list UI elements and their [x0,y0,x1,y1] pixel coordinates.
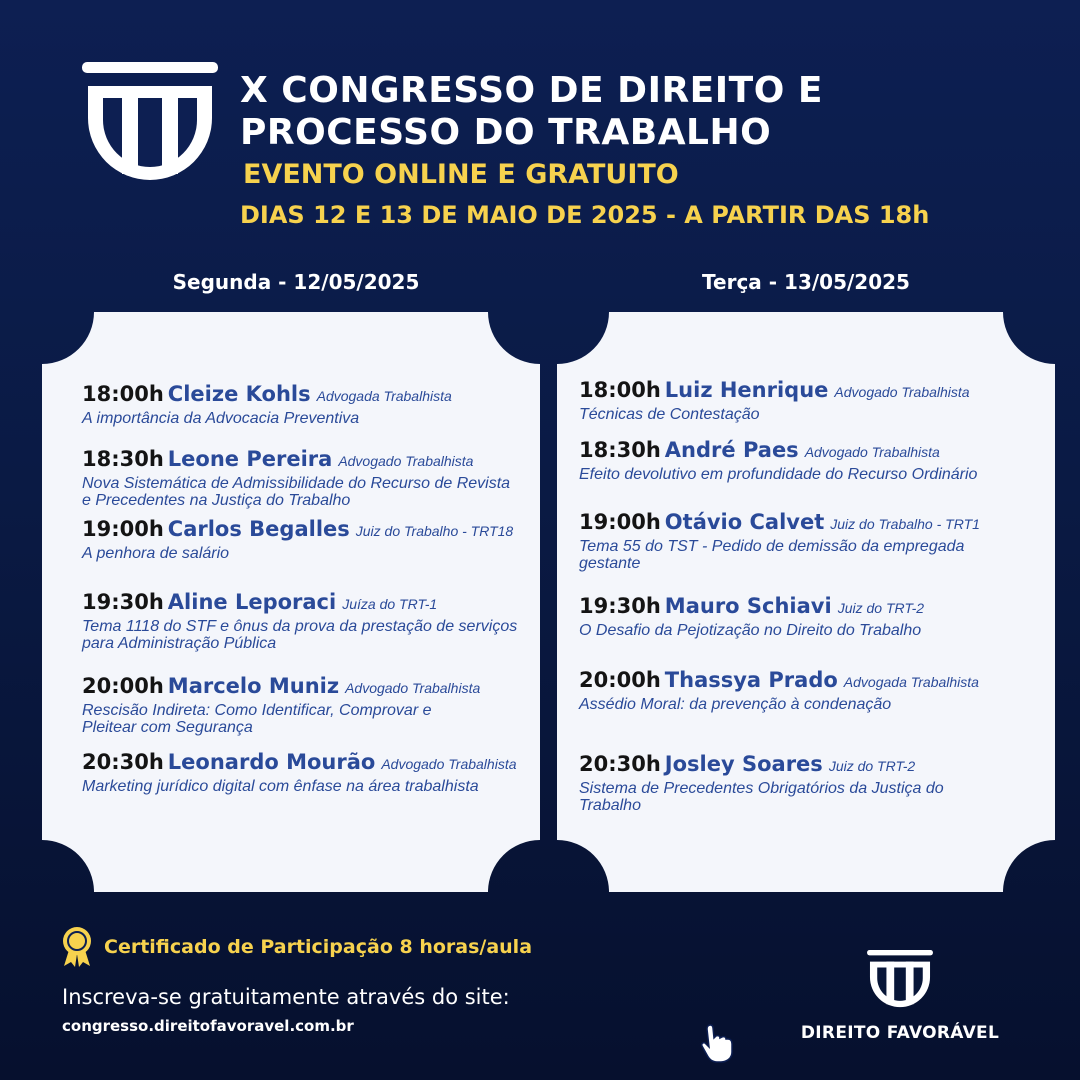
website-link[interactable]: congresso.direitofavoravel.com.br [62,1017,354,1035]
entry-header [579,510,1037,534]
speaker-role: Juiz do TRT-2 [837,600,925,616]
entry-header [579,594,1037,618]
talk-topic [579,538,1037,572]
speaker-name: Aline Leporaci [167,590,337,614]
topic-line: gestante [579,555,641,572]
direito-favoravel-logo [865,950,935,1012]
award-ribbon-icon [60,926,94,968]
entry-header [579,438,1037,462]
talk-topic [579,780,1037,814]
speaker-name: Leonardo Mourão [167,750,376,774]
schedule-entry [82,382,522,427]
topic-line: Sistema de Precedentes Obrigatórios da Justiça do [579,780,944,797]
topic-line: e Precedentes na Justiça do Trabalho [82,492,351,509]
schedule-entry [579,438,1037,483]
entry-header [82,447,522,471]
speaker-role: Juíza do TRT-1 [342,596,438,612]
topic-line: Nova Sistemática de Admissibilidade do Recurso de Revista [82,475,511,492]
entry-time: 18:30h [579,438,661,462]
hand-pointer-icon [698,1022,740,1064]
speaker-name: Thassya Prado [664,668,838,692]
entry-header [579,668,1037,692]
entry-time: 18:00h [82,382,164,406]
topic-line: Efeito devolutivo em profundidade do Recurso Ordinário [579,466,978,483]
topic-line: A importância da Advocacia Preventiva [82,410,360,427]
speaker-role: Juiz do TRT-2 [828,758,916,774]
entry-time: 20:30h [579,752,661,776]
schedule-entry [579,378,1037,423]
topic-line: Marketing jurídico digital com ênfase na área trabalhista [82,778,479,795]
entry-time: 20:00h [579,668,661,692]
speaker-name: Marcelo Muniz [167,674,340,698]
talk-topic [579,466,1037,483]
day-title-tuesday: Terça - 13/05/2025 [702,270,910,294]
certificate-label: Certificado de Participação 8 horas/aula [104,936,533,958]
entry-time: 19:30h [82,590,164,614]
schedule-entry [579,668,1037,713]
event-dates: DIAS 12 E 13 DE MAIO DE 2025 - A PARTIR DAS 18h [240,201,930,229]
talk-topic [82,475,522,509]
topic-line: Assédio Moral: da prevenção à condenação [579,696,892,713]
speaker-name: André Paes [664,438,799,462]
title-line-1: X CONGRESSO DE DIREITO E [240,70,823,111]
event-subtitle: EVENTO ONLINE E GRATUITO [243,159,679,190]
schedule-entry [579,510,1037,572]
schedule-card-monday [42,312,540,892]
schedule-entry [579,752,1037,814]
talk-topic [82,618,522,652]
talk-topic [579,622,1037,639]
topic-line: Técnicas de Contestação [579,406,760,423]
entry-time: 18:30h [82,447,164,471]
entry-header [579,378,1037,402]
schedule-entry [82,750,522,795]
day-title-monday: Segunda - 12/05/2025 [172,270,420,294]
talk-topic [579,406,1037,423]
talk-topic [82,545,522,562]
speaker-role: Advogada Trabalhista [316,388,452,404]
talk-topic [82,702,522,736]
speaker-role: Advogado Trabalhista [345,680,481,696]
direito-favoravel-logo [80,62,220,190]
speaker-role: Juiz do Trabalho - TRT18 [355,523,514,539]
schedule-entry [82,674,522,736]
topic-line: Trabalho [579,797,641,814]
topic-line: para Administração Pública [82,635,277,652]
entry-header [82,750,522,774]
schedule-entry [82,447,522,509]
speaker-role: Juiz do Trabalho - TRT1 [830,516,980,532]
title-line-2: PROCESSO DO TRABALHO [240,112,772,153]
speaker-name: Luiz Henrique [664,378,829,402]
topic-line: Tema 1118 do STF e ônus da prova da prestação de serviços [82,618,518,635]
speaker-name: Mauro Schiavi [664,594,832,618]
entry-header [82,382,522,406]
talk-topic [82,410,522,427]
event-title [240,70,1040,154]
speaker-role: Advogado Trabalhista [834,384,970,400]
speaker-name: Cleize Kohls [167,382,311,406]
entry-header [579,752,1037,776]
speaker-name: Otávio Calvet [664,510,825,534]
entry-time: 19:00h [82,517,164,541]
talk-topic [579,696,1037,713]
topic-line: Rescisão Indireta: Como Identificar, Comprovar e [82,702,432,719]
certificate-info [60,926,532,968]
schedule-entry [82,590,522,652]
speaker-name: Leone Pereira [167,447,333,471]
entry-header [82,590,522,614]
entry-header [82,517,522,541]
entry-time: 18:00h [579,378,661,402]
entry-time: 20:30h [82,750,164,774]
speaker-role: Advogado Trabalhista [804,444,940,460]
speaker-role: Advogado Trabalhista [338,453,474,469]
topic-line: O Desafio da Pejotização no Direito do Trabalho [579,622,922,639]
speaker-name: Josley Soares [664,752,823,776]
signup-text: Inscreva-se gratuitamente através do site: [62,985,510,1009]
schedule-card-tuesday [557,312,1055,892]
entry-time: 19:00h [579,510,661,534]
speaker-role: Advogada Trabalhista [843,674,979,690]
entry-header [82,674,522,698]
brand-name: DIREITO FAVORÁVEL [800,1023,1000,1043]
speaker-role: Advogado Trabalhista [381,756,517,772]
schedule-entry [579,594,1037,639]
schedule-entry [82,517,522,562]
entry-time: 19:30h [579,594,661,618]
topic-line: Tema 55 do TST - Pedido de demissão da empregada [579,538,965,555]
footer-brand [800,950,1000,1043]
entry-time: 20:00h [82,674,164,698]
speaker-name: Carlos Begalles [167,517,350,541]
topic-line: Pleitear com Segurança [82,719,253,736]
topic-line: A penhora de salário [82,545,230,562]
talk-topic [82,778,522,795]
